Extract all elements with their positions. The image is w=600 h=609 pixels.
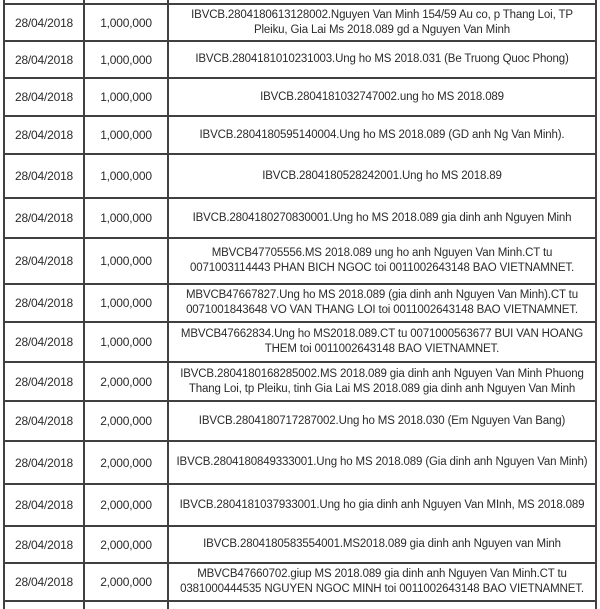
amount-cell: 1,000,000: [85, 239, 169, 283]
description-cell: IBVCB.2804180595140004.Ung ho MS 2018.089 (GD anh Ng Van Minh).: [199, 128, 565, 141]
date-cell: 28/04/2018: [5, 155, 85, 197]
date-cell: 28/04/2018: [5, 79, 85, 115]
description-cell: [169, 602, 595, 609]
date-cell: 28/04/2018: [5, 199, 85, 237]
description-cell: MBVCB47705556.MS 2018.089 ung ho anh Nguyen Van Minh.CT tu 0071003114443 PHAN BICH NGOC toi 0011002643148 BAO VIETNAMNET.: [189, 247, 575, 274]
amount-cell: 1,000,000: [85, 199, 169, 237]
description-cell: IBVCB.2804180270830001.Ung ho MS 2018.089 gia dinh anh Nguyen Minh: [192, 211, 572, 224]
description-cell: IBVCB.2804180528242001.Ung ho MS 2018.89: [262, 169, 502, 182]
description-cell: IBVCB.2804181032747002.ung ho MS 2018.089: [260, 90, 504, 103]
date-cell: 28/04/2018: [5, 527, 85, 562]
amount-cell: 1,000,000: [85, 285, 169, 321]
amount-cell: 1,000,000: [85, 79, 169, 115]
table-row: [5, 323, 595, 363]
date-cell: 28/04/2018: [5, 285, 85, 321]
description-cell: IBVCB.2804180583554001.MS2018.089 gia dinh anh Nguyen van Minh: [203, 538, 561, 550]
amount-cell: 2,000,000: [85, 485, 169, 525]
amount-cell: 1,000,000: [85, 323, 169, 361]
amount-cell: 1,000,000: [85, 155, 169, 197]
amount-cell: 2,000,000: [85, 442, 169, 483]
table-row: [5, 199, 595, 239]
table-row: [5, 564, 595, 602]
table-row: [5, 5, 595, 42]
description-cell: IBVCB.2804181010231003.Ung ho MS 2018.031 (Be Truong Quoc Phong): [195, 53, 569, 65]
description-cell: IBVCB.2804180849333001.Ung ho MS 2018.089 (Gia dinh anh Nguyen Van Minh): [176, 456, 588, 468]
amount-cell: 2,000,000: [85, 363, 169, 400]
description-cell: IBVCB.2804180613128002.Nguyen Van Minh 154/59 Au co, p Thang Loi, TP Pleiku, Gia Lai Ms 2018.089 gd a Nguyen Van Minh: [191, 8, 573, 36]
table-row: [5, 79, 595, 117]
table-row: [5, 155, 595, 199]
date-cell: 28/04/2018: [5, 402, 85, 440]
date-cell: [5, 602, 85, 609]
description-cell: IBVCB.2804180168285002.MS 2018.089 gia dinh anh Nguyen Van Minh Phuong Thang Loi, tp Pleiku, tinh Gia Lai MS 2018.089 gia dinh anh Nguyen Van Minh: [180, 367, 584, 395]
date-cell: 28/04/2018: [5, 239, 85, 283]
description-cell: MBVCB47660702.giup MS 2018.089 gia dinh anh Nguyen Van Minh.CT tu 0381000444535 NGUYEN NGOC MINH toi 0011002643148 BAO VIETNAMNET.: [180, 568, 584, 595]
amount-cell: 1,000,000: [85, 5, 169, 40]
table-row: [5, 363, 595, 402]
description-cell: [169, 0, 595, 4]
date-cell: 28/04/2018: [5, 5, 85, 40]
amount-cell: 1,000,000: [85, 42, 169, 77]
date-cell: 28/04/2018: [5, 564, 85, 600]
date-cell: 28/04/2018: [5, 323, 85, 361]
table-row: [5, 285, 595, 323]
description-cell: MBVCB47662834.Ung ho MS2018.089.CT tu 0071000563677 BUI VAN HOANG THEM toi 0011002643148 BAO VIETNAMNET.: [180, 328, 584, 355]
date-cell: 28/04/2018: [5, 442, 85, 483]
date-cell: 28/04/2018: [5, 363, 85, 400]
partial-row-bottom: [5, 602, 595, 609]
table-row: [5, 42, 595, 79]
amount-cell: [85, 0, 169, 3]
table-row: [5, 485, 595, 527]
date-cell: 28/04/2018: [5, 42, 85, 77]
table-row: [5, 402, 595, 442]
date-cell: [5, 0, 85, 3]
description-cell: IBVCB.2804181037933001.Ung ho gia dinh anh Nguyen Van MInh, MS 2018.089: [179, 498, 585, 511]
amount-cell: [85, 602, 169, 609]
table-row: [5, 527, 595, 564]
amount-cell: 2,000,000: [85, 527, 169, 562]
amount-cell: 1,000,000: [85, 117, 169, 153]
description-cell: MBVCB47667827.Ung ho MS 2018.089 (gia dinh anh Nguyen Van Minh).CT tu 0071001843648 VO VAN THANG LOI toi 0011002643148 BAO VIETNAMNET.: [186, 289, 578, 316]
table-row: [5, 442, 595, 485]
date-cell: 28/04/2018: [5, 485, 85, 525]
table-row: [5, 117, 595, 155]
table-row: [5, 239, 595, 285]
description-cell: IBVCB.2804180717287002.Ung ho MS 2018.030 (Em Nguyen Van Bang): [198, 414, 566, 427]
amount-cell: 2,000,000: [85, 564, 169, 600]
date-cell: 28/04/2018: [5, 117, 85, 153]
transactions-table: [3, 0, 597, 609]
amount-cell: 2,000,000: [85, 402, 169, 440]
